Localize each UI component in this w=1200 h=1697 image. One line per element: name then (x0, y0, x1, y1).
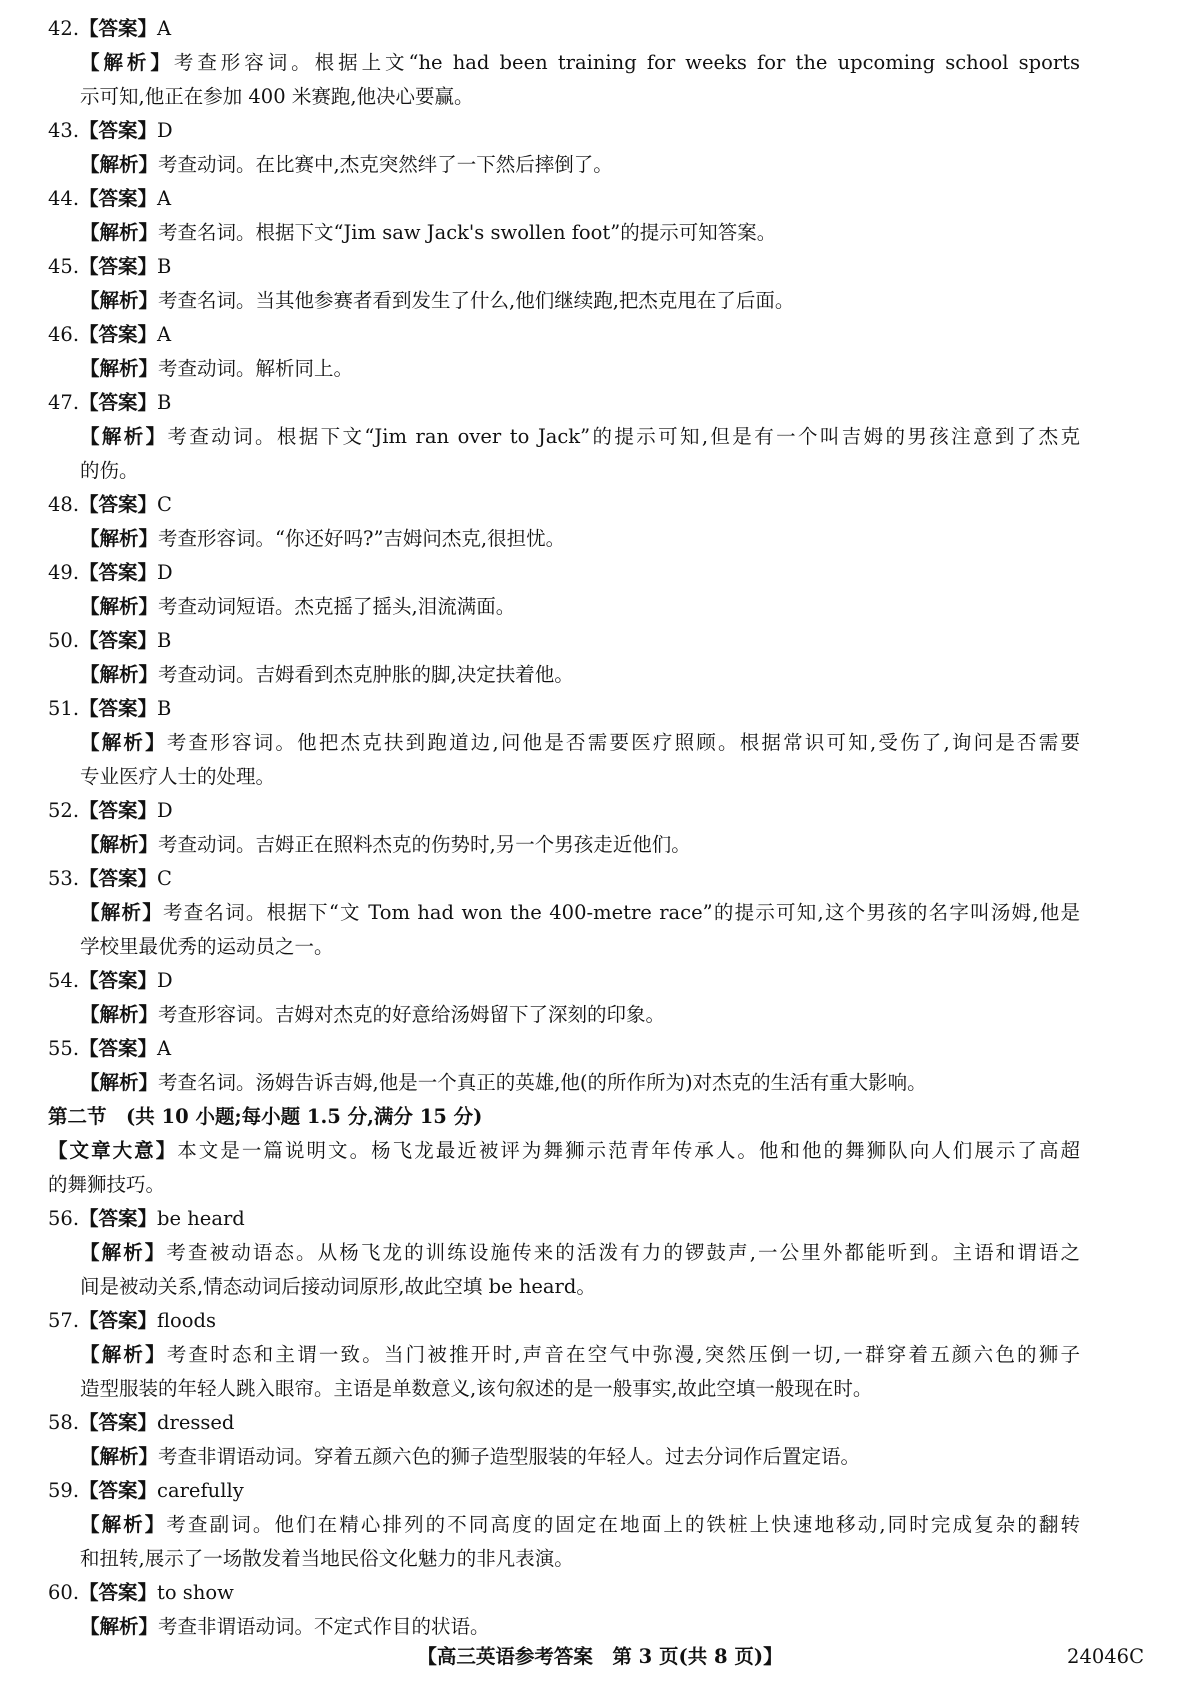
question-number: 50. (48, 629, 80, 652)
answer-label: 【答案】 (79, 799, 158, 822)
answer-line (0, 862, 1200, 896)
analysis-label: 【解析】 (80, 1003, 159, 1026)
answer-value: A (157, 187, 172, 210)
analysis-text: 和扭转,展示了一场散发着当地民俗文化魅力的非凡表演。 (80, 1547, 574, 1570)
analysis-text: 考查非谓语动词。不定式作目的状语。 (158, 1615, 490, 1638)
answer-label: 【答案】 (79, 1581, 158, 1604)
analysis-text: 考查副词。他们在精心排列的不同高度的固定在地面上的铁桩上快速地移动,同时完成复杂的翻转 (166, 1513, 1080, 1536)
analysis-text: 专业医疗人士的处理。 (80, 765, 276, 788)
answer-label: 【答案】 (79, 119, 158, 142)
page-footer (0, 1640, 1200, 1674)
question-number: 47. (48, 391, 80, 414)
answer-value: D (157, 561, 173, 584)
answer-value: floods (157, 1309, 217, 1332)
answer-label: 【答案】 (79, 391, 158, 414)
analysis-line (0, 216, 1200, 250)
analysis-text: 造型服装的年轻人跳入眼帘。主语是单数意义,该句叙述的是一般事实,故此空填一般现在时。 (80, 1377, 873, 1400)
question-number: 57. (48, 1309, 80, 1332)
answer-label: 【答案】 (79, 969, 158, 992)
analysis-line (0, 80, 1200, 114)
answer-value: A (157, 17, 172, 40)
analysis-line (0, 828, 1200, 862)
question-number: 55. (48, 1037, 80, 1060)
answer-value: carefully (157, 1479, 244, 1502)
answer-value: B (157, 391, 172, 414)
analysis-text: 考查形容词。根据上文“he had been training for weeks for the upcoming school sports (173, 51, 1080, 74)
analysis-line (0, 454, 1200, 488)
analysis-label: 【解析】 (80, 1071, 159, 1094)
answer-value: be heard (157, 1207, 245, 1230)
answer-value: B (157, 629, 172, 652)
analysis-text: 考查形容词。“你还好吗?”吉姆问杰克,很担忧。 (158, 527, 566, 550)
answer-value: C (157, 867, 172, 890)
answer-line (0, 1032, 1200, 1066)
gist-line (0, 1168, 1200, 1202)
answer-value: A (157, 1037, 172, 1060)
analysis-line (0, 590, 1200, 624)
question-number: 53. (48, 867, 80, 890)
answer-label: 【答案】 (79, 187, 158, 210)
analysis-label: 【解析】 (80, 595, 159, 618)
answer-line (0, 488, 1200, 522)
analysis-label: 【解析】 (80, 901, 163, 924)
analysis-label: 【解析】 (80, 153, 159, 176)
answer-label: 【答案】 (79, 1037, 158, 1060)
analysis-line (0, 998, 1200, 1032)
section-title: 第二节 (共 10 小题;每小题 1.5 分,满分 15 分) (48, 1105, 483, 1128)
analysis-label: 【解析】 (80, 663, 159, 686)
analysis-text: 考查名词。汤姆告诉吉姆,他是一个真正的英雄,他(的所作所为)对杰克的生活有重大影响。 (158, 1071, 927, 1094)
answer-line (0, 624, 1200, 658)
answer-line (0, 964, 1200, 998)
analysis-label: 【解析】 (80, 357, 159, 380)
question-number: 54. (48, 969, 80, 992)
gist-line (0, 1134, 1080, 1168)
question-number: 42. (48, 17, 80, 40)
analysis-line (0, 896, 1080, 930)
analysis-text: 考查动词。解析同上。 (158, 357, 354, 380)
answer-value: D (157, 969, 173, 992)
answer-line (0, 1474, 1200, 1508)
analysis-line (0, 1508, 1080, 1542)
analysis-line (0, 1542, 1200, 1576)
analysis-line (0, 522, 1200, 556)
answer-line (0, 794, 1200, 828)
question-number: 56. (48, 1207, 80, 1230)
question-number: 49. (48, 561, 80, 584)
analysis-label: 【解析】 (80, 425, 168, 448)
question-number: 59. (48, 1479, 80, 1502)
answer-line (0, 1576, 1200, 1610)
answer-value: B (157, 697, 172, 720)
question-number: 60. (48, 1581, 80, 1604)
analysis-text: 考查动词。在比赛中,杰克突然绊了一下然后摔倒了。 (158, 153, 613, 176)
answer-line (0, 556, 1200, 590)
answer-label: 【答案】 (79, 1479, 158, 1502)
answer-line (0, 250, 1200, 284)
answer-line (0, 1304, 1200, 1338)
answer-value: B (157, 255, 172, 278)
analysis-line (0, 1236, 1080, 1270)
analysis-text: 考查形容词。吉姆对杰克的好意给汤姆留下了深刻的印象。 (158, 1003, 666, 1026)
analysis-label: 【解析】 (80, 1241, 167, 1264)
analysis-line (0, 1610, 1200, 1644)
answer-line (0, 182, 1200, 216)
answer-line (0, 1202, 1200, 1236)
analysis-label: 【解析】 (80, 527, 159, 550)
analysis-label: 【解析】 (80, 221, 159, 244)
answer-label: 【答案】 (79, 629, 158, 652)
analysis-line (0, 352, 1200, 386)
section-heading (0, 1100, 1200, 1134)
analysis-label: 【解析】 (80, 833, 159, 856)
question-number: 52. (48, 799, 80, 822)
analysis-line (0, 420, 1080, 454)
analysis-label: 【解析】 (80, 1615, 159, 1638)
answer-label: 【答案】 (79, 697, 158, 720)
question-number: 46. (48, 323, 80, 346)
analysis-line (0, 658, 1200, 692)
answer-line (0, 692, 1200, 726)
analysis-line (0, 930, 1200, 964)
answer-label: 【答案】 (79, 1411, 158, 1434)
answer-value: C (157, 493, 172, 516)
analysis-line (0, 1066, 1200, 1100)
analysis-line (0, 760, 1200, 794)
analysis-text: 考查动词。吉姆看到杰克肿胀的脚,决定扶着他。 (158, 663, 574, 686)
analysis-text: 考查动词。吉姆正在照料杰克的伤势时,另一个男孩走近他们。 (158, 833, 691, 856)
answer-value: dressed (157, 1411, 235, 1434)
question-number: 58. (48, 1411, 80, 1434)
question-number: 45. (48, 255, 80, 278)
analysis-line (0, 46, 1080, 80)
analysis-line (0, 1338, 1080, 1372)
analysis-label: 【解析】 (80, 731, 167, 754)
gist-text: 的舞狮技巧。 (48, 1173, 166, 1196)
analysis-line (0, 148, 1200, 182)
answer-line (0, 12, 1200, 46)
analysis-text: 考查名词。根据下文“Jim saw Jack's swollen foot”的提示可知答案。 (158, 221, 777, 244)
answer-value: to show (157, 1581, 234, 1604)
analysis-text: 考查名词。根据下“文 Tom had won the 400-metre race”的提示可知,这个男孩的名字叫汤姆,他是 (162, 901, 1080, 924)
footer-page-info: 【高三英语参考答案 第 3 页(共 8 页)】 (417, 1645, 783, 1668)
answer-value: D (157, 799, 173, 822)
analysis-label: 【解析】 (80, 289, 159, 312)
question-number: 48. (48, 493, 80, 516)
answer-value: A (157, 323, 172, 346)
answer-line (0, 1406, 1200, 1440)
analysis-label: 【解析】 (80, 1445, 159, 1468)
analysis-text: 考查非谓语动词。穿着五颜六色的狮子造型服装的年轻人。过去分词作后置定语。 (158, 1445, 861, 1468)
gist-text: 本文是一篇说明文。杨飞龙最近被评为舞狮示范青年传承人。他和他的舞狮队向人们展示了高超 (177, 1139, 1080, 1162)
answer-label: 【答案】 (79, 561, 158, 584)
question-number: 44. (48, 187, 80, 210)
analysis-text: 考查被动语态。从杨飞龙的训练设施传来的活泼有力的锣鼓声,一公里外都能听到。主语和谓语之 (166, 1241, 1080, 1264)
analysis-text: 考查时态和主谓一致。当门被推开时,声音在空气中弥漫,突然压倒一切,一群穿着五颜六色的狮子 (166, 1343, 1080, 1366)
gist-label: 【文章大意】 (48, 1139, 178, 1162)
analysis-line (0, 726, 1080, 760)
answer-label: 【答案】 (79, 1309, 158, 1332)
analysis-line (0, 1440, 1200, 1474)
answer-label: 【答案】 (79, 867, 158, 890)
analysis-line (0, 284, 1200, 318)
analysis-text: 考查名词。当其他参赛者看到发生了什么,他们继续跑,把杰克甩在了后面。 (158, 289, 795, 312)
analysis-label: 【解析】 (80, 51, 174, 74)
analysis-text: 考查形容词。他把杰克扶到跑道边,问他是否需要医疗照顾。根据常识可知,受伤了,询问是否需要 (166, 731, 1080, 754)
answer-label: 【答案】 (79, 323, 158, 346)
analysis-text: 考查动词短语。杰克摇了摇头,泪流满面。 (158, 595, 516, 618)
analysis-line (0, 1270, 1200, 1304)
answer-line (0, 318, 1200, 352)
analysis-text: 间是被动关系,情态动词后接动词原形,故此空填 be heard。 (80, 1275, 596, 1298)
analysis-line (0, 1372, 1200, 1406)
answer-label: 【答案】 (79, 17, 158, 40)
footer-paper-code: 24046C (1067, 1645, 1144, 1668)
answer-line (0, 114, 1200, 148)
question-number: 51. (48, 697, 80, 720)
analysis-label: 【解析】 (80, 1513, 167, 1536)
answer-document (0, 12, 1200, 1644)
answer-value: D (157, 119, 173, 142)
answer-label: 【答案】 (79, 493, 158, 516)
answer-label: 【答案】 (79, 255, 158, 278)
analysis-label: 【解析】 (80, 1343, 167, 1366)
analysis-text: 学校里最优秀的运动员之一。 (80, 935, 334, 958)
analysis-text: 考查动词。根据下文“Jim ran over to Jack”的提示可知,但是有一个叫吉姆的男孩注意到了杰克 (167, 425, 1080, 448)
answer-label: 【答案】 (79, 1207, 158, 1230)
answer-line (0, 386, 1200, 420)
analysis-text: 示可知,他正在参加 400 米赛跑,他决心要赢。 (80, 85, 474, 108)
question-number: 43. (48, 119, 80, 142)
analysis-text: 的伤。 (80, 459, 139, 482)
